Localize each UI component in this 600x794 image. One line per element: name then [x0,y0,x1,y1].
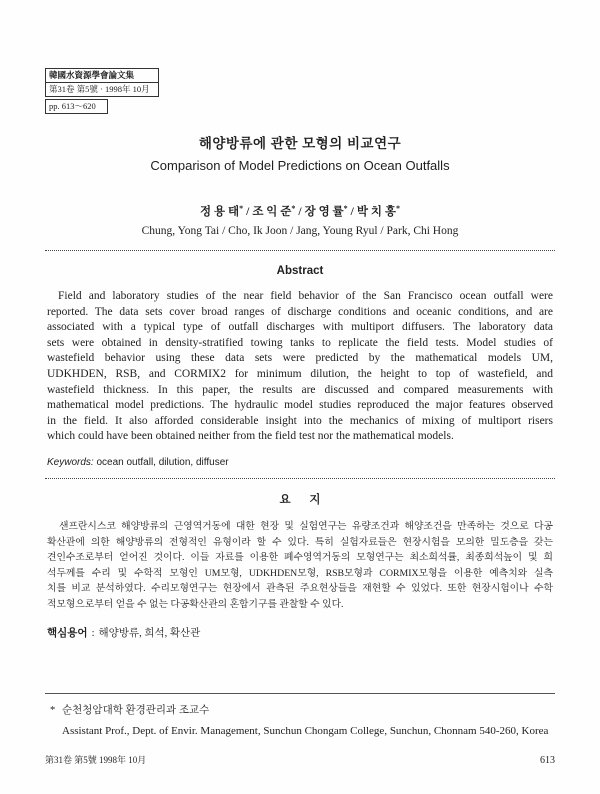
abstract-line: wastefield thickness. In this paper, the results are discussed and compared measurements with [47,383,553,396]
author-name: 정 용 태 [200,206,240,218]
keywords-value: ocean outfall, dilution, diffuser [96,457,229,468]
author-affiliation-mark: * [395,204,400,213]
journal-info-box [45,68,159,114]
abstract-line: Field and laboratory studies of the near field behavior of the San Francisco ocean outfall were [58,290,553,302]
author-separator: / [246,206,250,218]
author-name: 장 영 률 [304,206,344,218]
footer-issue: 第31卷 第5號 1998年 10月 [45,755,147,765]
abstract-line: reported. The data sets cover broad ranges of discharge conditions and oceanic conditions, and are [47,305,553,318]
korean-summary-line: 치를 비교 분석하였다. 수리모형연구는 현장에서 관측된 주요현상들을 재현할 수 있었다. 또한 현장시험이나 수학 [47,583,553,595]
footnote-affiliation-english: Assistant Prof., Dept. of Envir. Management, Sunchun Chongam College, Sunchun, Chonnam 540-260, Korea [62,725,549,737]
authors-english: Chung, Yong Tai / Cho, Ik Joon / Jang, Young Ryul / Park, Chi Hong [141,225,459,237]
korean-summary-line: 석두께를 수리 및 수학적 모형인 UM모형, UDKHDEN모형, RSB모형과 CORMIX모형을 이용한 예측치와 실측 [47,567,553,579]
journal-name: 韓國水資源學會論文集 [45,68,159,83]
korean-keywords-label: 핵심용어 [47,628,88,639]
abstract-heading: Abstract [276,265,324,277]
korean-keywords-value: 해양방류, 희석, 확산관 [98,628,201,639]
journal-volume-issue: 第31卷 第5號 · 1998年 10月 [45,83,159,97]
footnote-affiliation-korean [50,704,209,718]
author-affiliation-mark: * [239,204,244,213]
footnote-text-korean: 순천청암대학 환경관리과 조교수 [62,705,210,716]
abstract-line: UDKHDEN, RSB, and CORMIX2 for minimum dilution, the height to top of wastefield, and [47,367,553,380]
abstract-line: in the field. It also afforded considerable insight into the mechanics of mixing of multiport risers [47,414,553,427]
author-affiliation-mark: * [291,204,296,213]
author-separator: / [298,206,302,218]
abstract-line: wastefield behavior using these data sets were predicted by the mathematical models UM, [47,352,553,365]
authors-korean [0,205,600,220]
abstract-line: mathematical model predictions. The hydraulic model studies reproduced the major features observed [47,399,553,412]
section-divider [45,478,555,479]
keywords [47,456,229,470]
footnote-mark: * [50,705,56,716]
abstract-line: associated with a typical type of outfall discharges with multiport diffusers. The laboratory data [47,321,553,334]
author-separator: / [350,206,354,218]
section-divider [45,250,555,251]
paper-title-korean: 해양방류에 관한 모형의 비교연구 [198,136,402,151]
abstract-paragraph [47,289,553,445]
author-name: 조 익 준 [252,206,292,218]
abstract-line: which could have been obtained neither from the field test nor the mathematical models. [47,430,454,443]
korean-keywords-separator: : [91,628,95,639]
korean-summary-paragraph [47,519,553,613]
author-name: 박 치 홍 [356,206,396,218]
korean-keywords [47,627,200,641]
korean-summary-heading: 요 지 [279,494,321,506]
korean-summary-line: 견인수조로부터 얻어진 것이다. 이들 자료를 이용한 폐수영역거동의 모형연구는 최소희석률, 최종희석높이 및 희 [47,552,553,564]
korean-summary-line: 확산관에 의한 해양방류의 전형적인 유형이라 할 수 있다. 특히 실험자료들은 현장시험을 모의한 밀도층을 갖는 [47,536,553,548]
paper-title-english: Comparison of Model Predictions on Ocean Outfalls [150,158,450,173]
journal-pages: pp. 613～620 [45,99,108,114]
korean-summary-line: 샌프란시스코 해양방류의 근영역거동에 대한 현장 및 실험연구는 유량조건과 해양조건을 만족하는 것으로 다공 [59,521,553,532]
footnote-divider [45,693,555,694]
author-affiliation-mark: * [343,204,348,213]
abstract-line: sets were obtained in density-stratified towing tanks to replicate the field tests. Model studies of [47,336,553,349]
korean-summary-line: 적모형으로부터 얻을 수 없는 다공확산관의 혼합기구를 관찰할 수 있다. [47,598,344,610]
keywords-label: Keywords: [47,457,94,468]
page-number: 613 [540,755,555,766]
